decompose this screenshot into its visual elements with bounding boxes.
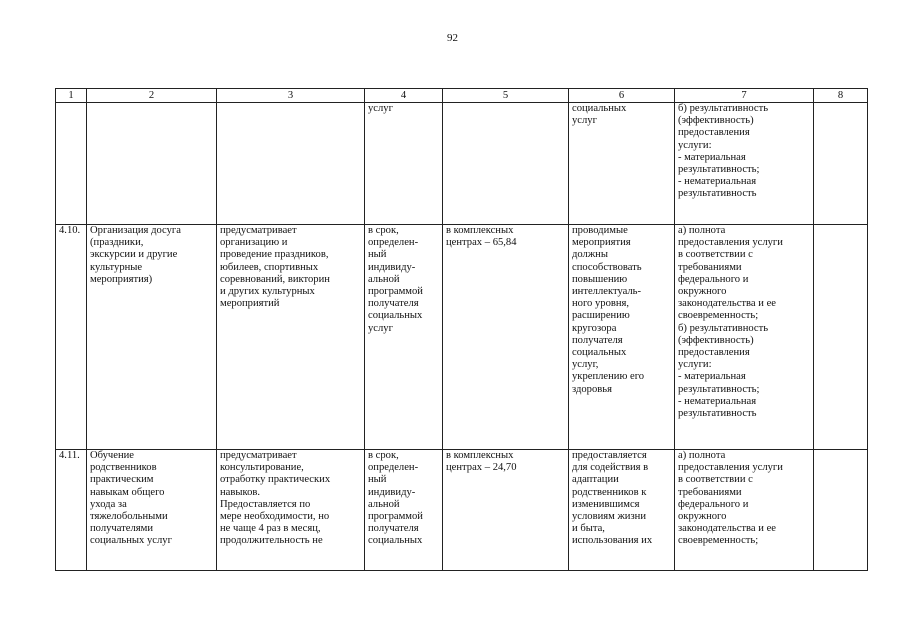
description-cell bbox=[217, 103, 365, 225]
term-cell: услуг bbox=[365, 103, 443, 225]
column-header: 1 bbox=[56, 89, 87, 103]
service-name-cell bbox=[87, 103, 217, 225]
evaluation-cell: а) полнота предоставления услуги в соответствии с требованиями федерального и окружного законодательства и ее своевременность; б) результативность (эффективность) предоставления услуги: - материальная результативность; - нематериальная результативность bbox=[675, 225, 814, 450]
tariff-cell: в комплексных центрах – 65,84 bbox=[443, 225, 569, 450]
table-row bbox=[56, 103, 868, 225]
service-name-cell: Организация досуга (праздники, экскурсии и другие культурные мероприятия) bbox=[87, 225, 217, 450]
column-header: 3 bbox=[217, 89, 365, 103]
table-row bbox=[56, 225, 868, 450]
service-name-cell: Обучение родственников практическим навыкам общего ухода за тяжелобольными получателями социальных услуг bbox=[87, 450, 217, 571]
services-table bbox=[55, 88, 868, 571]
row-number-cell: 4.11. bbox=[56, 450, 87, 571]
indicators-cell: социальных услуг bbox=[569, 103, 675, 225]
description-cell: предусматривает консультирование, отработку практических навыков. Предоставляется по мере необходимости, но не чаще 4 раз в месяц, продолжительность не bbox=[217, 450, 365, 571]
tariff-cell: в комплексных центрах – 24,70 bbox=[443, 450, 569, 571]
indicators-cell: проводимые мероприятия должны способствовать повышению интеллектуаль- ного уровня, расширению кругозора получателя социальных услуг, укреплению его здоровья bbox=[569, 225, 675, 450]
column-header: 8 bbox=[814, 89, 868, 103]
tariff-cell bbox=[443, 103, 569, 225]
indicators-cell: предоставляется для содействия в адаптации родственников к изменившимся условиям жизни и быта, использования их bbox=[569, 450, 675, 571]
term-cell: в срок, определен- ный индивиду- альной программой получателя социальных услуг bbox=[365, 225, 443, 450]
column-header: 2 bbox=[87, 89, 217, 103]
extra-cell bbox=[814, 225, 868, 450]
row-number-cell bbox=[56, 103, 87, 225]
evaluation-cell: а) полнота предоставления услуги в соответствии с требованиями федерального и окружного законодательства и ее своевременность; bbox=[675, 450, 814, 571]
term-cell: в срок, определен- ный индивиду- альной программой получателя социальных bbox=[365, 450, 443, 571]
evaluation-cell: б) результативность (эффективность) предоставления услуги: - материальная результативность; - нематериальная результативность bbox=[675, 103, 814, 225]
extra-cell bbox=[814, 103, 868, 225]
row-number-cell: 4.10. bbox=[56, 225, 87, 450]
column-number-row bbox=[56, 89, 868, 103]
description-cell: предусматривает организацию и проведение праздников, юбилеев, спортивных соревнований, викторин и других культурных мероприятий bbox=[217, 225, 365, 450]
table-row bbox=[56, 450, 868, 571]
column-header: 7 bbox=[675, 89, 814, 103]
column-header: 4 bbox=[365, 89, 443, 103]
column-header: 6 bbox=[569, 89, 675, 103]
column-header: 5 bbox=[443, 89, 569, 103]
extra-cell bbox=[814, 450, 868, 571]
page-number: 92 bbox=[447, 32, 458, 44]
